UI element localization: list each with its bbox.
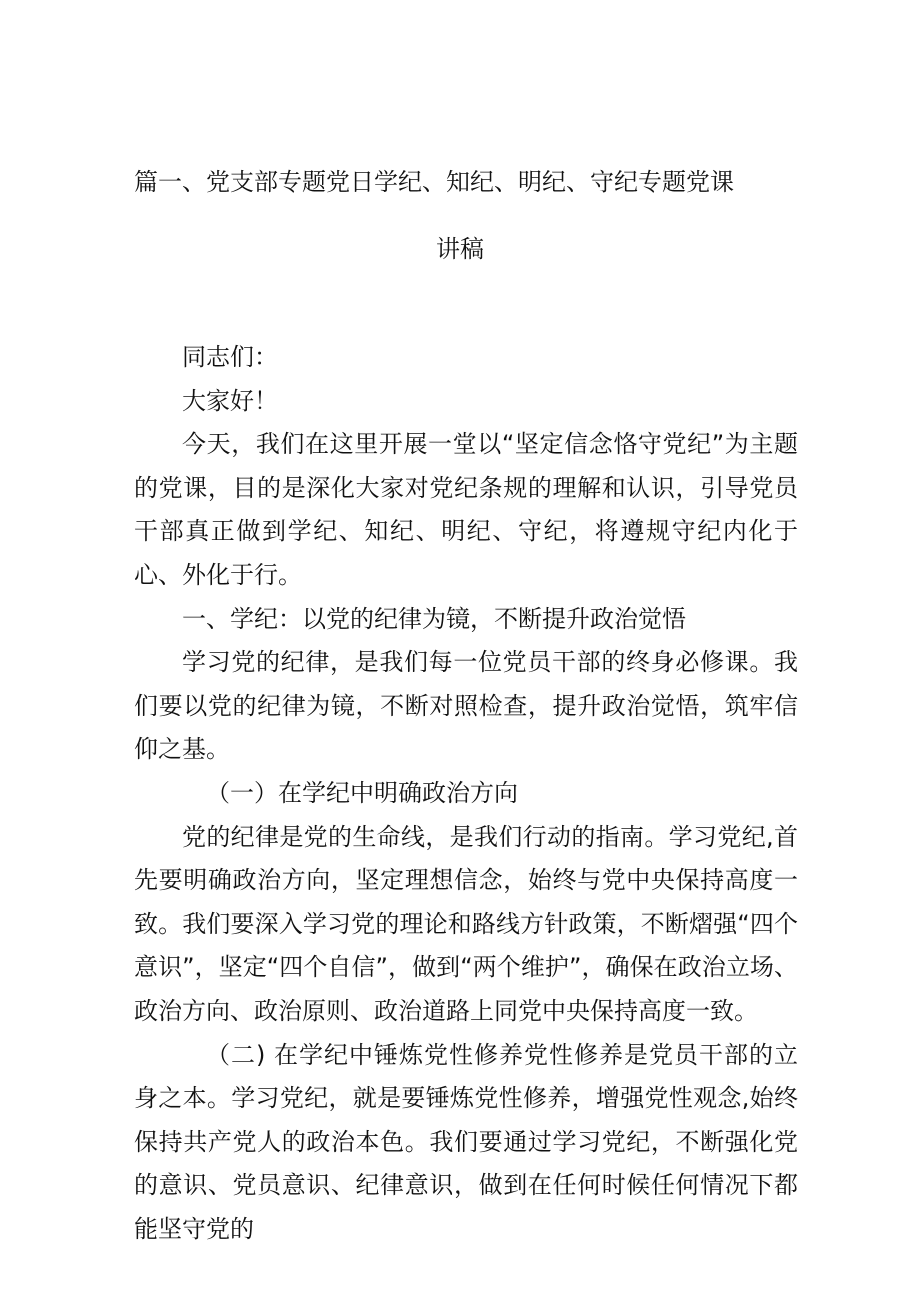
- section-1-paragraph: 学习党的纪律，是我们每一位党员干部的终身必修课。我们要以党的纪律为镜，不断对照检查，提升政治觉悟，筑牢信仰之基。: [134, 648, 798, 764]
- subsection-2-paragraph: （二) 在学纪中锤炼党性修养党性修养是党员干部的立身之本。学习党纪，就是要锤炼党性修养，增强党性观念,始终保持共产党人的政治本色。我们要通过学习党纪，不断强化党的意识、党员意识、纪律意识，做到在任何时候任何情况下都能坚守党的: [134, 1040, 798, 1243]
- subsection-1-paragraph: 党的纪律是党的生命线，是我们行动的指南。学习党纪,首先要明确政治方向，坚定理想信念，始终与党中央保持高度一致。我们要深入学习党的理论和路线方针政策，不断熠强“四个意识”，坚定“四个自信”，做到“两个维护”，确保在政治立场、政治方向、政治原则、政治道路上同党中央保持高度一致。: [134, 822, 798, 1025]
- salutation: 同志们：: [182, 343, 278, 371]
- document-title: 篇一、党支部专题党日学纪、知纪、明纪、守纪专题党课: [134, 168, 734, 196]
- intro-paragraph: 今天，我们在这里开展一堂以“坚定信念恪守党纪”为主题的党课，目的是深化大家对党纪条规的理解和认识，引导党员干部真正做到学纪、知纪、明纪、守纪，将遵规守纪内化于心、外化于行。: [134, 430, 798, 589]
- document-title-continuation: 讲稿: [436, 235, 484, 263]
- section-heading-1: 一、学纪：以党的纪律为镜，不断提升政治觉悟: [182, 604, 686, 633]
- subsection-heading-1: （一）在学纪中明确政治方向: [206, 778, 518, 807]
- document-body: [134, 336, 798, 1251]
- greeting: 大家好！: [182, 386, 278, 415]
